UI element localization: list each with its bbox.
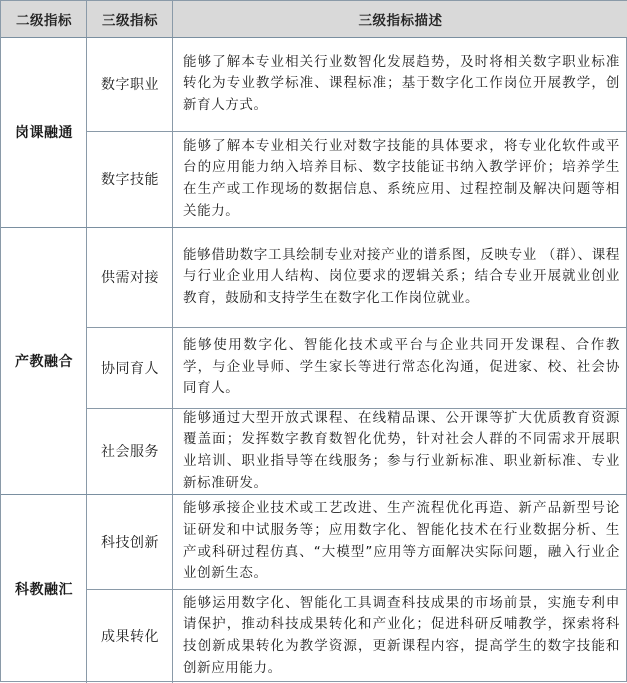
grid-line: [86, 1, 87, 683]
group-kejiao-ronghui: 科教融汇: [15, 581, 73, 598]
description-text: 能够使用数字化、智能化技术或平台与企业共同开发课程、合作教学，与企业导师、学生家长等进行常态化沟通，促进家、校、社会协同育人。: [183, 337, 620, 397]
grid-line: [87, 131, 627, 132]
description-text: 能够了解本专业相关行业对数字技能的具体要求，将专业化软件或平台的应用能力纳入培养目标、数字技能证书纳入教学评价；培养学生在生产或工作现场的数据信息、系统应用、过程控制及解决问题等相关能力。: [183, 137, 620, 219]
indicator-xietong-yuren: 协同育人: [101, 360, 159, 377]
group-chanjiao-ronghe: 产教融合: [15, 353, 73, 370]
grid-line: [172, 1, 173, 683]
indicator-shehui-fuwu: 社会服务: [101, 444, 159, 460]
header-col-level3: 三级指标: [87, 1, 173, 37]
description-chengguo-zhuanhua: [173, 589, 627, 683]
description-shehui-fuwu: [173, 408, 627, 494]
grid-line: [87, 408, 627, 409]
grid-line: [1, 37, 627, 38]
grid-line: [1, 494, 627, 495]
indicator-gongxu-duijie: 供需对接: [101, 270, 159, 286]
header-col-description: 三级指标描述: [173, 1, 627, 37]
description-shuzi-zhiye: [173, 37, 627, 131]
description-text: 能够借助数字工具绘制专业对接产业的谱系图，反映专业 （群）、课程与行业企业用人结构、岗位要求的逻辑关系；结合专业开展就业创业教育，鼓励和支持学生在数字化工作岗位就业。: [183, 246, 620, 306]
indicator-shuzi-jineng: 数字技能: [101, 172, 159, 188]
indicator-chengguo-zhuanhua: 成果转化: [101, 629, 159, 645]
description-keji-chuangxin: [173, 494, 627, 589]
description-text: 能够承接企业技术或工艺改进、生产流程优化再造、新产品新型号论证研发和中试服务等；应用数字化、智能化技术在行业数据分析、生产或科研过程仿真、“大模型”应用等方面解决实际问题，融入行业企业创新生态。: [183, 500, 620, 582]
grid-line: [87, 589, 627, 590]
grid-line: [1, 227, 627, 228]
indicator-keji-chuangxin: 科技创新: [101, 534, 159, 551]
group-gangke-rongtong: 岗课融通: [15, 125, 73, 141]
description-gongxu-duijie: [173, 227, 627, 327]
description-text: 能够运用数字化、智能化工具调查科技成果的市场前景，实施专利申请保护，推动科技成果转化和产业化；促进科研反哺教学，探索将科技创新成果转化为教学资源，更新课程内容，提高学生的数字技能和创新应用能力。: [183, 594, 620, 676]
description-text: 能够了解本专业相关行业数智化发展趋势，及时将相关数字职业标准转化为专业教学标准、课程标准；基于数字化工作岗位开展教学，创新育人方式。: [183, 53, 620, 113]
description-shuzi-jineng: [173, 131, 627, 227]
indicator-shuzi-zhiye: 数字职业: [101, 77, 159, 93]
header-col-level2: 二级指标: [1, 1, 87, 37]
grid-line: [87, 327, 627, 328]
description-xietong-yuren: [173, 327, 627, 408]
description-text: 能够通过大型开放式课程、在线精品课、公开课等扩大优质教育资源覆盖面；发挥数字教育数智化优势，针对社会人群的不同需求开展职业培训、职业指导等在线服务；参与行业新标准、职业新标准、专业新标准研发。: [183, 409, 620, 491]
